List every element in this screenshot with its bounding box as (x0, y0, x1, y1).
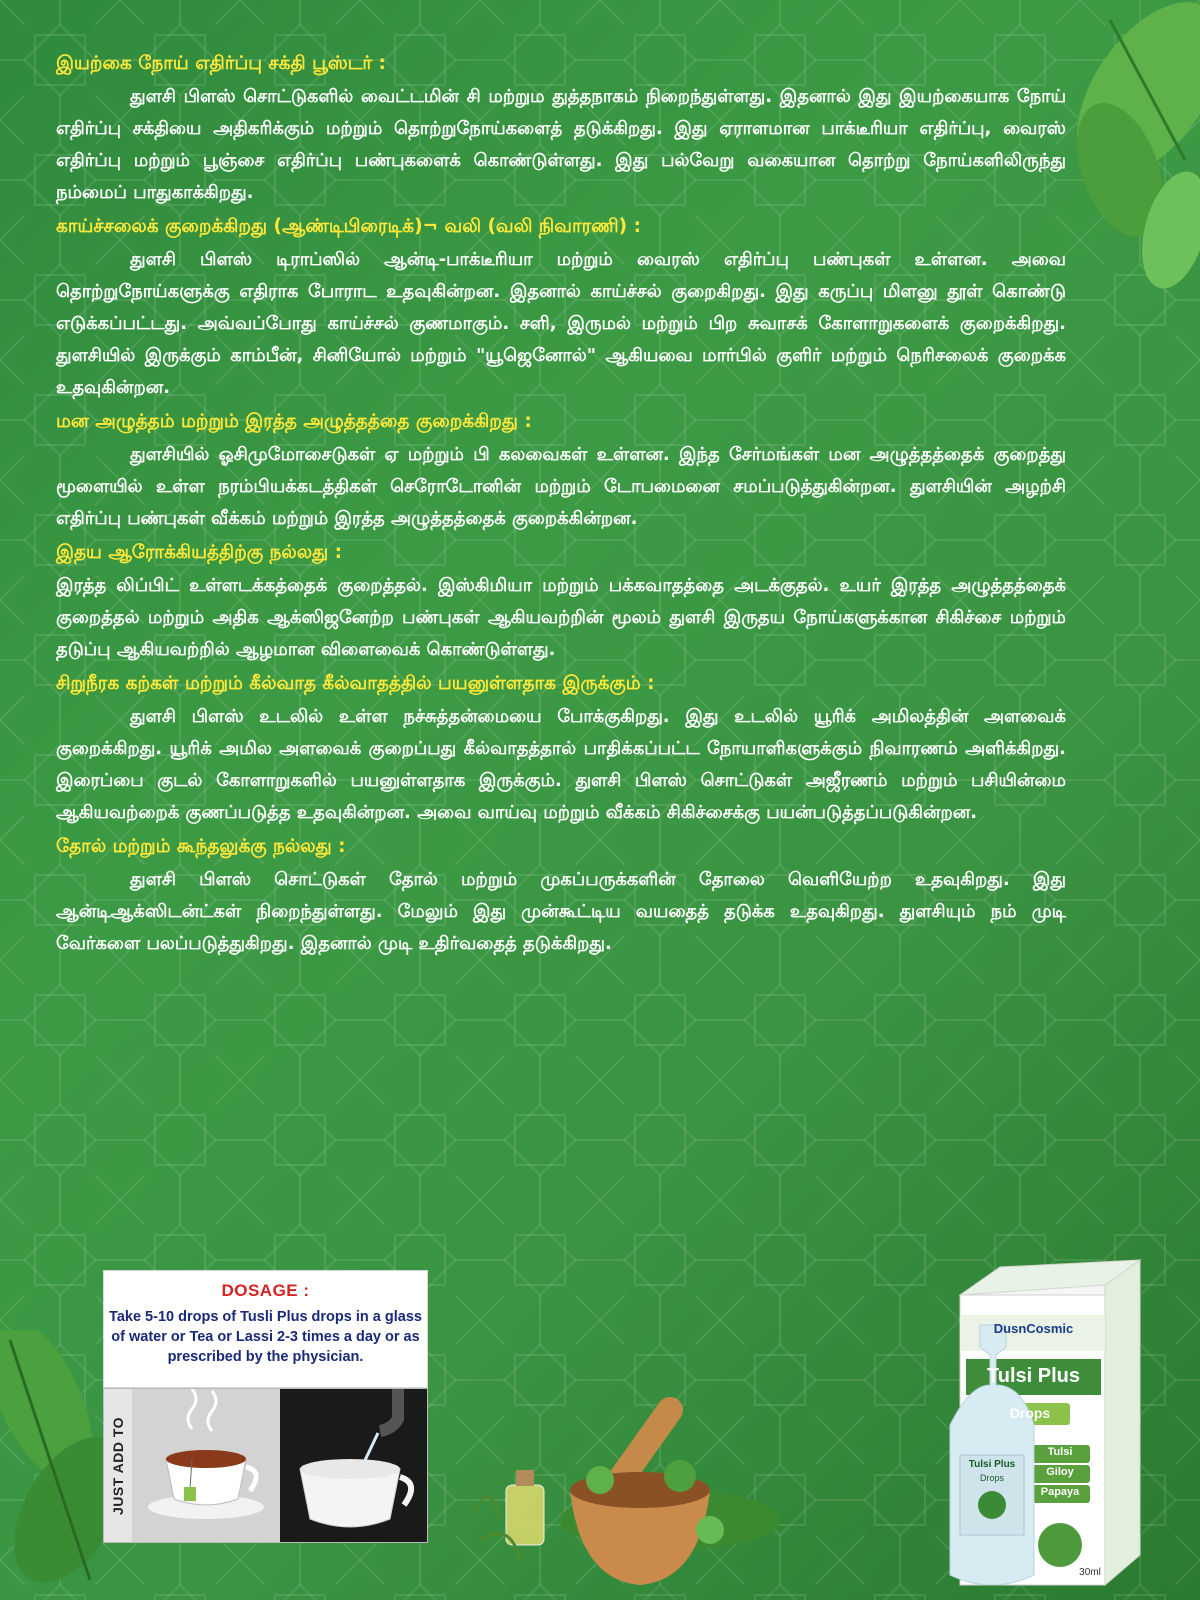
section-body: துளசி பிளஸ் சொட்டுகளில் வைட்டமின் சி மற்றும துத்தநாகம் நிறைந்துள்ளது. இதனால் இது இயற்கையாக நோய் எதிர்ப்பு சக்தியை அதிகரிக்கும் மற்றும் தொற்றுநோய்களைத் தடுக்கிறது. இது ஏராளமான பாக்டீரியா எதிர்ப்பு, வைரஸ் எதிர்ப்பு மற்றும் பூஞ்சை எதிர்ப்பு பண்புகளைக் கொண்டுள்ளது. இது பல்வேறு வகையான தொற்று நோய்களிலிருந்து நம்மைப் பாதுகாக்கிறது. (56, 86, 1066, 203)
product-ingredient: Tulsi (1047, 1446, 1073, 1458)
section-heading: இயற்கை நோய் எதிர்ப்பு சக்தி பூஸ்டர் : (56, 53, 386, 74)
section-fever (56, 213, 1066, 404)
just-add-to-label: JUST ADD TO (110, 1416, 126, 1516)
section-heading: காய்ச்சலைக் குறைக்கிறது (ஆண்டிபிரைடிக்)¬ வலி (வலி நிவாரணி) : (56, 216, 641, 237)
product-brand: DusnCosmic (993, 1321, 1074, 1336)
water-cup-icon (280, 1389, 428, 1543)
section-skin-hair (56, 833, 1066, 960)
section-heart (56, 539, 1066, 666)
dosage-instructions: Take 5-10 drops of Tusli Plus drops in a glass of water or Tea or Lassi 2-3 times a day or as prescribed by the physician. (109, 1309, 422, 1365)
product-box-graphic (930, 1255, 1175, 1595)
dosage-box (103, 1270, 428, 1388)
dosage-title: DOSAGE : (221, 1281, 310, 1300)
product-variant: Drops (1009, 1405, 1051, 1421)
bottle-label-name: Tulsi Plus (968, 1459, 1016, 1470)
dosage-card (103, 1270, 428, 1600)
product-name: Tulsi Plus (987, 1365, 1080, 1387)
product-ingredient: Giloy (1046, 1466, 1074, 1478)
section-body: துளசி பிளஸ் டிராப்ஸில் ஆன்டி-பாக்டீரியா மற்றும் வைரஸ் எதிர்ப்பு பண்புகள் உள்ளன. அவை தொற்றுநோய்களுக்கு எதிராக போராட உதவுகின்றன. இதனால் காய்ச்சல் குறைகிறது. இது கருப்பு மிளனு தூள் கொண்டு எடுக்கப்பட்டது. அவ்வப்போது காய்ச்சல் குணமாகும். சளி, இருமல் மற்றும் பிற சுவாசக் கோளாறுகளைக் குறைக்கிறது. துளசியில் இருக்கும் காம்பீன், சினியோல் மற்றும் "யூஜெனோல்" ஆகியவை மார்பில் குளிர் மற்றும் நெரிசலைக் குறைக்க உதவுகின்றன. (56, 249, 1066, 398)
section-body: துளசி பிளஸ் சொட்டுகள் தோல் மற்றும் முகப்பருக்களின் தோலை வெளியேற்ற உதவுகிறது. இது ஆன்டிஆக்ஸிடன்ட்கள் நிறைந்துள்ளது. மேலும் இது முன்கூட்டிய வயதைத் தடுக்க உதவுகிறது. துளசியும் நம் முடி வேர்களை பலப்படுத்துகிறது. இதனால் முடி உதிர்வதைத் தடுக்கிறது. (56, 869, 1066, 954)
section-kidney (56, 670, 1066, 829)
section-heading: தோல் மற்றும் கூந்தலுக்கு நல்லது : (56, 836, 346, 857)
section-body: துளசியில் ஓசிமுமோசைடுகள் ஏ மற்றும் பி கலவைகள் உள்ளன. இந்த சேர்மங்கள் மன அழுத்தத்தைக் குறைத்து மூளையில் உள்ள நரம்பியக்கடத்திகள் செரோடோனின் மற்றும் டோபமைனை சமப்படுத்துகின்றன. துளசியின் அழற்சி எதிர்ப்பு பண்புகள் வீக்கம் மற்றும் இரத்த அழுத்தத்தைக் குறைக்கின்றன. (56, 444, 1066, 529)
mortar-pestle-herbs-illustration (470, 1370, 790, 1600)
product-illustration (930, 1255, 1175, 1595)
section-body: துளசி பிளஸ் உடலில் உள்ள நச்சுத்தன்மையை போக்குகிறது. இது உடலில் யூரிக் அமிலத்தின் அளவைக் குறைக்கிறது. யூரிக் அமில அளவைக் குறைப்பது கீல்வாதத்தால் பாதிக்கப்பட்ட நோயாளிகளுக்கும் நிவாரணம் அளிக்கிறது. இரைப்பை குடல் கோளாறுகளில் பயனுள்ளதாக இருக்கும். துளசி பிளஸ் சொட்டுகள் அஜீரணம் மற்றும் பசியின்மை ஆகியவற்றைக் குணப்படுத்த உதவுகின்றன. அவை வாய்வு மற்றும் வீக்கம் சிகிச்சைக்கு பயன்படுத்தப்படுகின்றன. (56, 706, 1066, 823)
section-heading: இதய ஆரோக்கியத்திற்கு நல்லது : (56, 542, 342, 563)
just-add-to-strip (104, 1389, 132, 1543)
section-immunity (56, 50, 1066, 209)
tea-cup-icon (132, 1389, 280, 1543)
bottle-label-variant: Drops (979, 1473, 1004, 1483)
content-area (56, 50, 1066, 964)
just-add-to-panel (103, 1388, 428, 1543)
product-volume: 30ml (1079, 1567, 1101, 1578)
product-ingredient: Papaya (1040, 1486, 1080, 1498)
section-heading: சிறுநீரக கற்கள் மற்றும் கீல்வாத கீல்வாதத்தில் பயனுள்ளதாக இருக்கும் : (56, 673, 655, 694)
section-heading: மன அழுத்தம் மற்றும் இரத்த அழுத்தத்தை குறைக்கிறது : (56, 411, 532, 432)
section-body: இரத்த லிப்பிட் உள்ளடக்கத்தைக் குறைத்தல். இஸ்கிமியா மற்றும் பக்கவாதத்தை அடக்குதல். உயர் இரத்த அழுத்தத்தைக் குறைத்தல் மற்றும் அதிக ஆக்ஸிஜனேற்ற பண்புகள் ஆகியவற்றின் மூலம் துளசி இருதய நோய்களுக்கான சிகிச்சை மற்றும் தடுப்பு ஆகியவற்றில் ஆழமான விளைவைக் கொண்டுள்ளது. (56, 575, 1066, 660)
section-stress (56, 408, 1066, 535)
